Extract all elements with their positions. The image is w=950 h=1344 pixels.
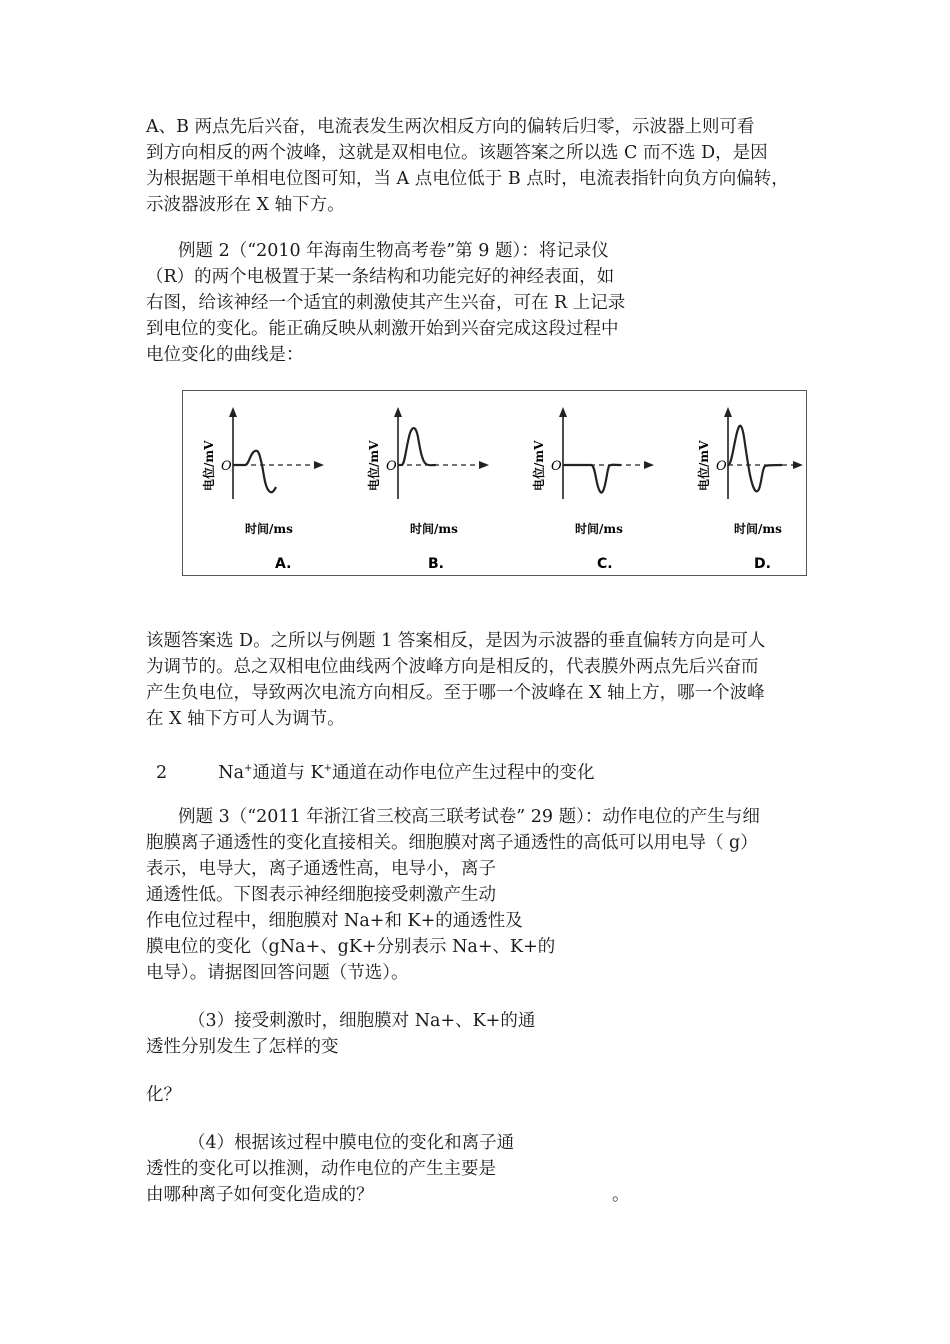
- question-4-line: 透性的变化可以推测，动作电位的产生主要是: [146, 1159, 496, 1179]
- para1-line: 到方向相反的两个波峰，这就是双相电位。该题答案之所以选 C 而不选 D，是因: [146, 143, 768, 163]
- y-axis-label: 电位/mV: [532, 440, 546, 491]
- y-axis-label: 电位/mV: [367, 440, 381, 491]
- question-4-line: （4）根据该过程中膜电位的变化和离子通: [188, 1133, 515, 1153]
- question-3-line: 化？: [146, 1085, 181, 1105]
- origin-label: O: [386, 459, 397, 474]
- question-3-line: 透性分别发生了怎样的变: [146, 1037, 339, 1057]
- origin-label: O: [716, 459, 727, 474]
- para4-line: 电导）。请据图回答问题（节选）。: [146, 963, 409, 983]
- panel-label: C.: [597, 556, 613, 572]
- section-number: 2: [156, 762, 168, 783]
- para4-line: 膜电位的变化（gNa+、gK+分别表示 Na+、K+的: [146, 937, 556, 957]
- y-axis-label: 电位/mV: [697, 440, 711, 491]
- para2-line: 例题 2（“2010 年海南生物高考卷”第 9 题）：将记录仪: [178, 241, 609, 261]
- para4-line: 通透性低。下图表示神经细胞接受刺激产生动: [146, 885, 496, 905]
- panel-label: A.: [275, 556, 292, 572]
- para1-line: A、B 两点先后兴奋，电流表发生两次相反方向的偏转后归零，示波器上则可看: [146, 117, 755, 137]
- section-heading: 2 Na+通道与 K+通道在动作电位产生过程中的变化: [156, 762, 595, 783]
- para3-line: 产生负电位，导致两次电流方向相反。至于哪一个波峰在 X 轴上方，哪一个波峰: [146, 683, 765, 703]
- y-axis-label: 电位/mV: [202, 440, 216, 491]
- panel-d: [696, 407, 803, 572]
- question-4-line: 由哪种离子如何变化造成的？: [146, 1185, 374, 1205]
- para2-line: 电位变化的曲线是：: [146, 345, 304, 365]
- para4-line: 作电位过程中，细胞膜对 Na+和 K+的通透性及: [146, 911, 523, 931]
- x-axis-label: 时间/ms: [734, 522, 782, 536]
- x-axis-label: 时间/ms: [575, 522, 623, 536]
- panel-label: D.: [754, 556, 771, 572]
- panel-b: [366, 407, 489, 572]
- para1-line: 为根据题干单相电位图可知，当 A 点电位低于 B 点时，电流表指针向负方向偏转，: [146, 169, 789, 189]
- para1-line: 示波器波形在 X 轴下方。: [146, 195, 345, 215]
- x-axis-label: 时间/ms: [410, 522, 458, 536]
- para4-line: 胞膜离子通透性的变化直接相关。细胞膜对离子通透性的高低可以用电导（ g）: [146, 833, 758, 853]
- para3-line: 为调节的。总之双相电位曲线两个波峰方向是相反的，代表膜外两点先后兴奋而: [146, 657, 759, 677]
- question-3-line: （3）接受刺激时，细胞膜对 Na+、K+的通: [188, 1011, 536, 1031]
- panel-c: [531, 407, 654, 572]
- curves-svg: [183, 391, 808, 577]
- para4-line: 表示，电导大，离子通透性高，电导小，离子: [146, 859, 496, 879]
- answer-blank-end: 。: [612, 1185, 630, 1205]
- panel-label: B.: [428, 556, 444, 572]
- x-axis-label: 时间/ms: [245, 522, 293, 536]
- para2-line: 右图，给该神经一个适宜的刺激使其产生兴奋，可在 R 上记录: [146, 293, 626, 313]
- origin-label: O: [221, 459, 232, 474]
- origin-label: O: [551, 459, 562, 474]
- para4-line: 例题 3（“2011 年浙江省三校高三联考试卷” 29 题）：动作电位的产生与细: [178, 807, 760, 827]
- para2-line: 到电位的变化。能正确反映从刺激开始到兴奋完成这段过程中: [146, 319, 619, 339]
- para3-line: 在 X 轴下方可人为调节。: [146, 709, 345, 729]
- potential-curves-figure: [182, 390, 807, 576]
- panel-a: [201, 407, 324, 572]
- para2-line: （R）的两个电极置于某一条结构和功能完好的神经表面，如: [146, 267, 615, 287]
- para3-line: 该题答案选 D。之所以与例题 1 答案相反，是因为示波器的垂直偏转方向是可人: [146, 631, 766, 651]
